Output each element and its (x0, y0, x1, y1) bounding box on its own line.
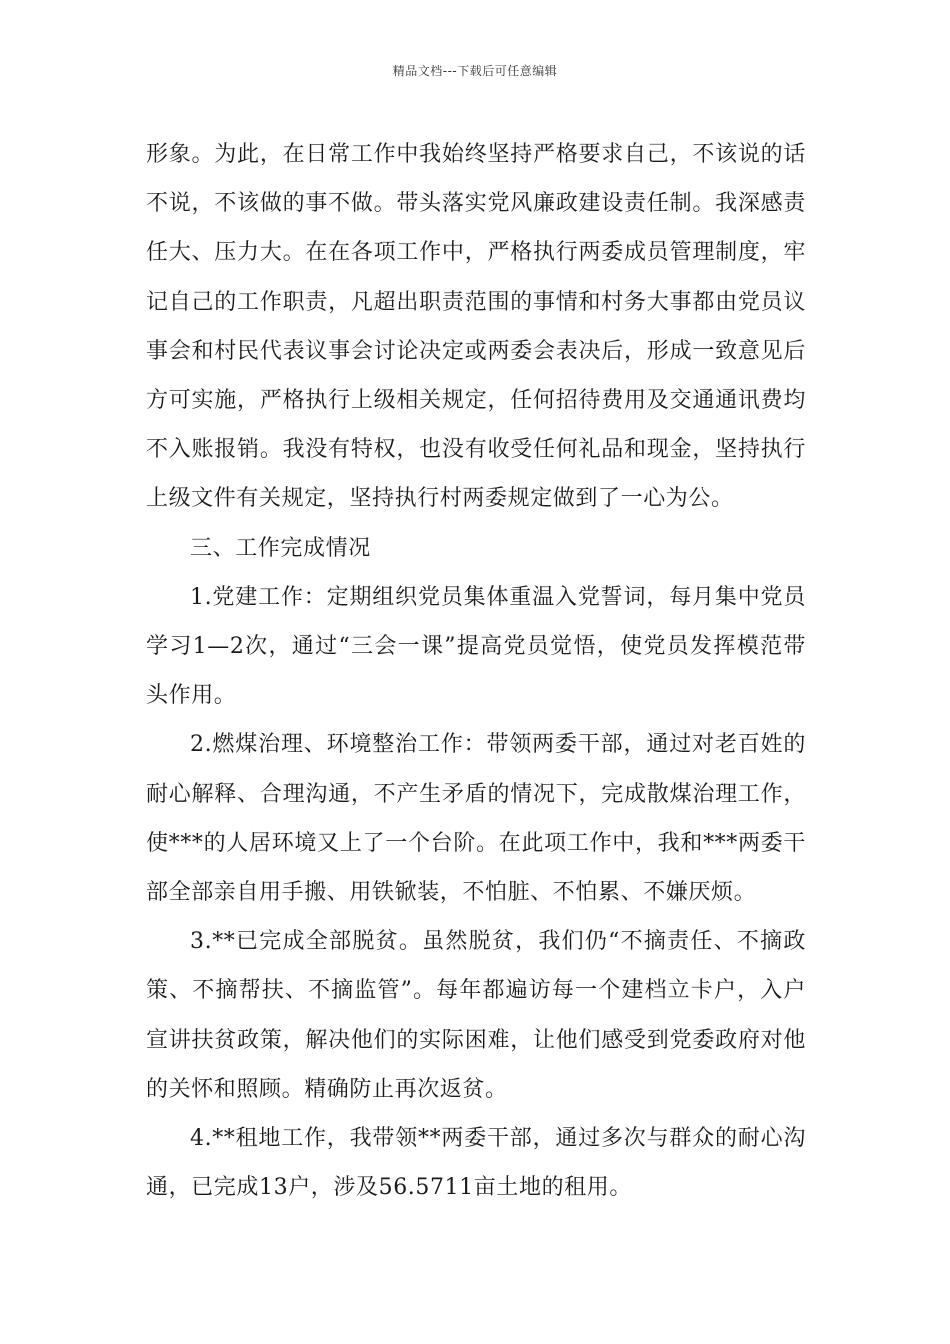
paragraph-item-1: 1.党建工作：定期组织党员集体重温入党誓词，每月集中党员学习1—2次，通过“三会一课”提高党员觉悟，使党员发挥模范带头作用。 (146, 584, 806, 709)
paragraph-item-3: 3.**已完成全部脱贫。虽然脱贫，我们仍“不摘责任、不摘政策、不摘帮扶、不摘监管”。每年都遍访每一个建档立卡户，入户宣讲扶贫政策，解决他们的实际困难，让他们感受到党委政府对他的关怀和照顾。精确防止再次返贫。 (146, 929, 806, 1102)
paragraph-continuation: 形象。为此，在日常工作中我始终坚持严格要求自己，不该说的话不说，不该做的事不做。带头落实党风廉政建设责任制。我深感责任大、压力大。在在各项工作中，严格执行两委成员管理制度，牢记自己的工作职责，凡超出职责范围的事情和村务大事都由党员议事会和村民代表议事会讨论决定或两委会表决后，形成一致意见后方可实施，严格执行上级相关规定，任何招待费用及交通通讯费均不入账报销。我没有特权，也没有收受任何礼品和现金，坚持执行上级文件有关规定，坚持执行村两委规定做到了一心为公。 (146, 142, 806, 512)
section-heading: 三、工作完成情况 (190, 535, 371, 561)
document-body (146, 130, 806, 1212)
paragraph-item-4: 4.**租地工作，我带领**两委干部，通过多次与群众的耐心沟通，已完成13户，涉及56.5711亩土地的租用。 (146, 1126, 806, 1201)
page-header: 精品文档---下载后可任意编辑 (392, 64, 558, 78)
paragraph-item-2: 2.燃煤治理、环境整治工作：带领两委干部，通过对老百姓的耐心解释、合理沟通，不产生矛盾的情况下，完成散煤治理工作，使***的人居环境又上了一个台阶。在此项工作中，我和***两委干部全部亲自用手搬、用铁锨装，不怕脏、不怕累、不嫌厌烦。 (146, 732, 806, 906)
